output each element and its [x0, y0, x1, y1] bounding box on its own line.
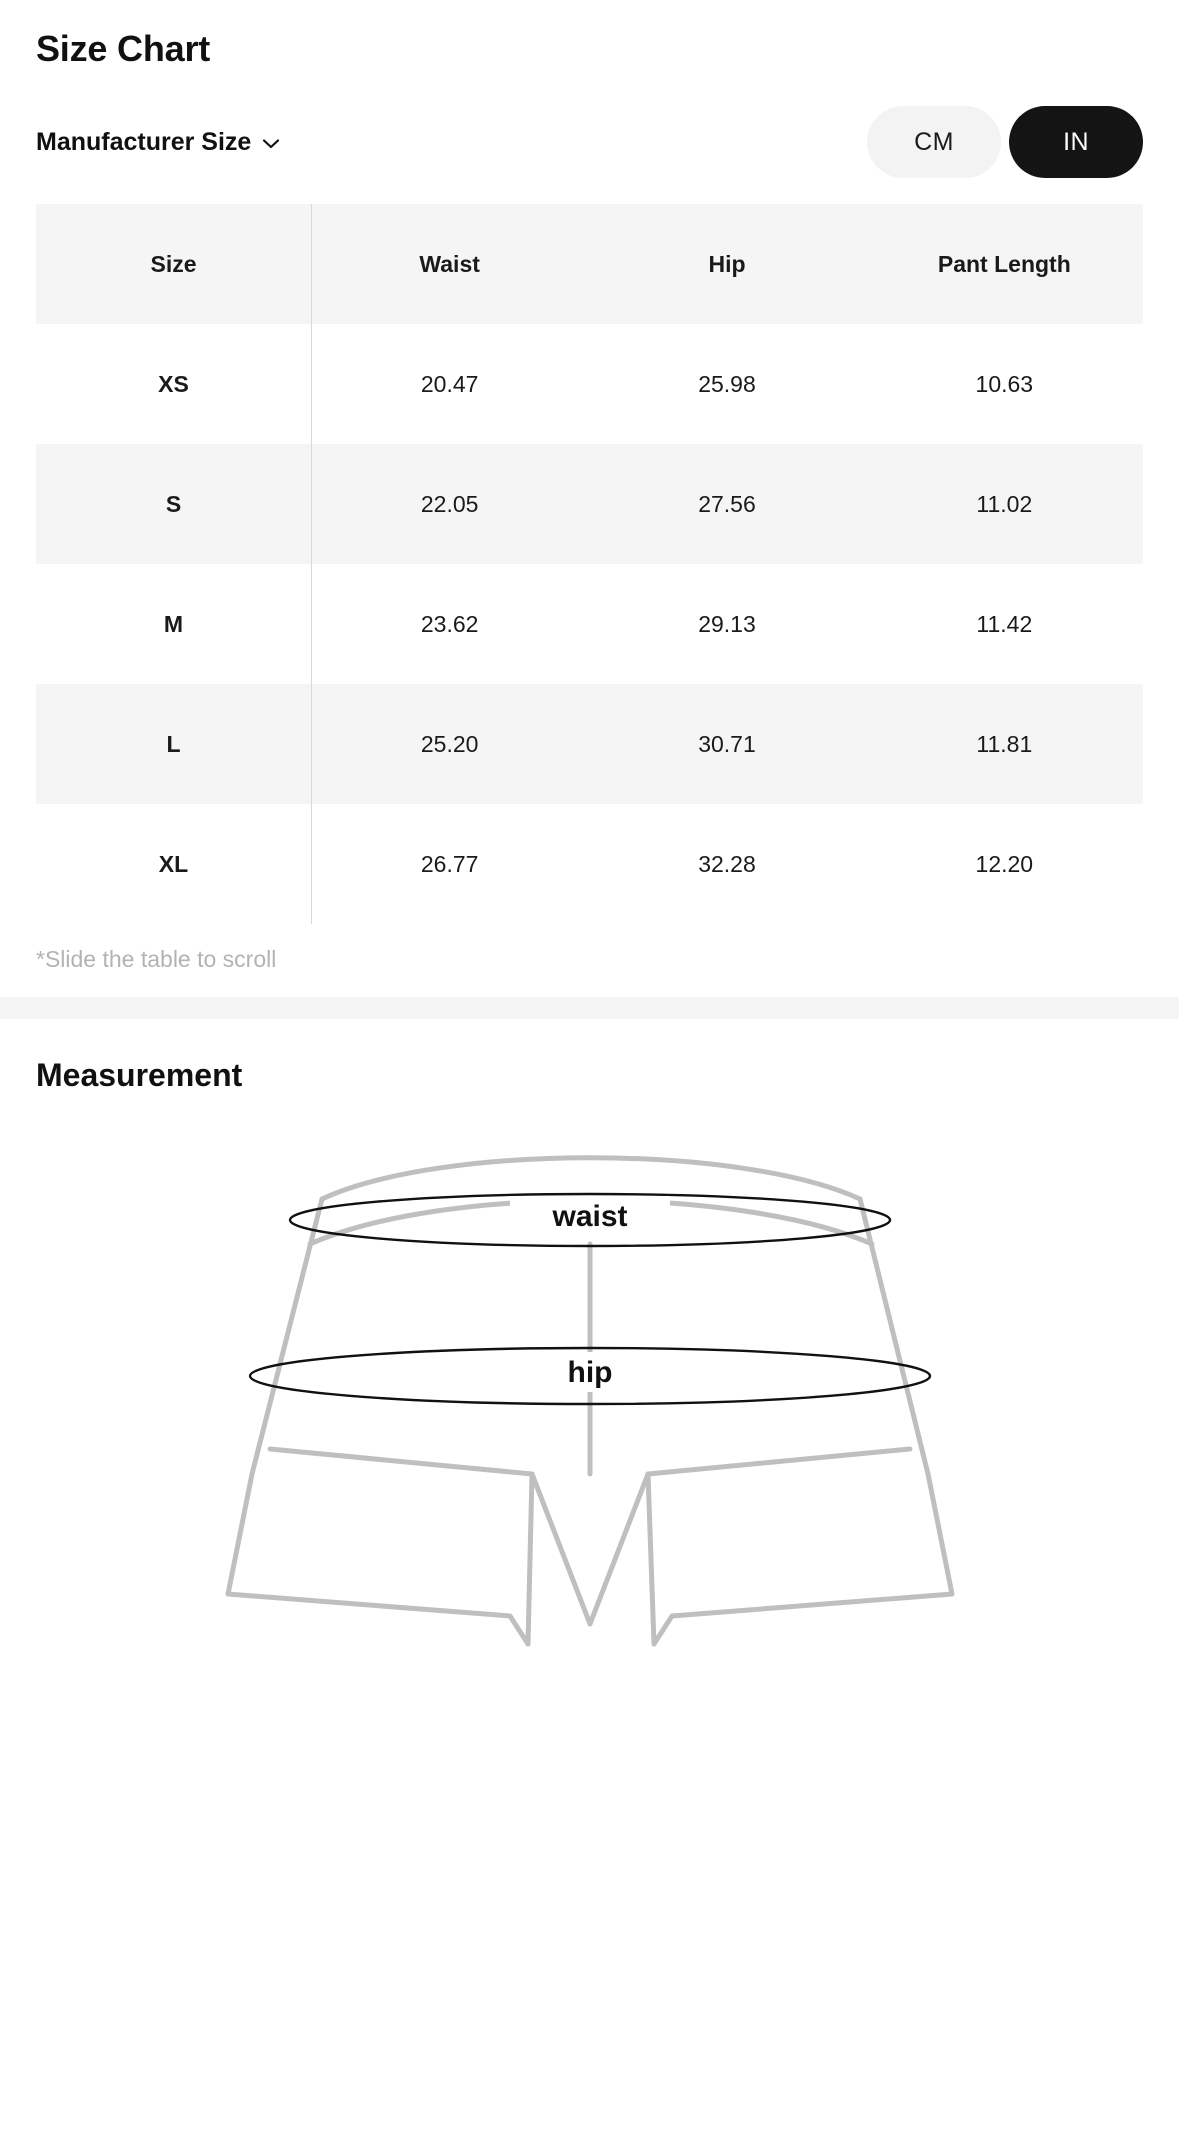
unit-cm-button[interactable]: CM: [867, 106, 1001, 178]
cell-size: M: [163, 610, 184, 637]
manufacturer-size-label: Manufacturer Size: [36, 127, 252, 156]
column-header-pant-length: Pant Length: [937, 250, 1071, 277]
cell-waist: 25.20: [420, 730, 479, 757]
cell-hip: 30.71: [698, 730, 756, 757]
cell-pant-length: 12.20: [975, 850, 1034, 877]
measurement-section: [0, 1019, 1179, 1684]
unit-in-button[interactable]: IN: [1009, 106, 1143, 178]
table-row: [36, 444, 1143, 564]
cell-size: XL: [158, 850, 189, 877]
column-header-size: Size: [150, 250, 197, 277]
size-table-wrapper[interactable]: [36, 204, 1143, 924]
measurement-title: Measurement: [36, 1057, 243, 1093]
table-row: [36, 564, 1143, 684]
size-table: [36, 204, 1143, 924]
table-header-row: [36, 204, 1143, 324]
page-title: Size Chart: [36, 28, 211, 69]
size-chart-controls: [36, 106, 1143, 178]
column-header-waist: Waist: [419, 250, 480, 277]
hip-label: hip: [567, 1356, 612, 1389]
cell-waist: 26.77: [420, 850, 479, 877]
size-table-body: [36, 324, 1143, 924]
section-divider: [0, 997, 1179, 1019]
table-column-divider: [311, 204, 312, 924]
cell-size: XS: [158, 370, 189, 397]
table-row: [36, 804, 1143, 924]
table-row: [36, 684, 1143, 804]
cell-hip: 29.13: [698, 610, 756, 637]
shorts-measurement-diagram: [210, 1124, 970, 1684]
cell-waist: 20.47: [420, 370, 479, 397]
cell-size: S: [165, 490, 182, 517]
cell-hip: 32.28: [698, 850, 756, 877]
cell-hip: 25.98: [698, 370, 756, 397]
cell-pant-length: 11.42: [976, 610, 1033, 637]
cell-size: L: [166, 730, 181, 757]
waist-label: waist: [551, 1200, 628, 1233]
cell-pant-length: 11.81: [976, 730, 1033, 757]
size-table-header: [36, 204, 1143, 324]
cell-pant-length: 10.63: [975, 370, 1034, 397]
manufacturer-size-dropdown[interactable]: [36, 128, 281, 157]
measurement-diagram-wrapper: [36, 1124, 1143, 1684]
unit-toggle: [867, 106, 1143, 178]
cell-waist: 22.05: [420, 490, 479, 517]
cell-pant-length: 11.02: [976, 490, 1033, 517]
scroll-hint-text: *Slide the table to scroll: [36, 946, 277, 972]
cell-hip: 27.56: [698, 490, 756, 517]
cell-waist: 23.62: [420, 610, 479, 637]
table-row: [36, 324, 1143, 444]
chevron-down-icon: [261, 134, 281, 154]
size-chart-section: [0, 0, 1179, 973]
column-header-hip: Hip: [708, 250, 746, 277]
